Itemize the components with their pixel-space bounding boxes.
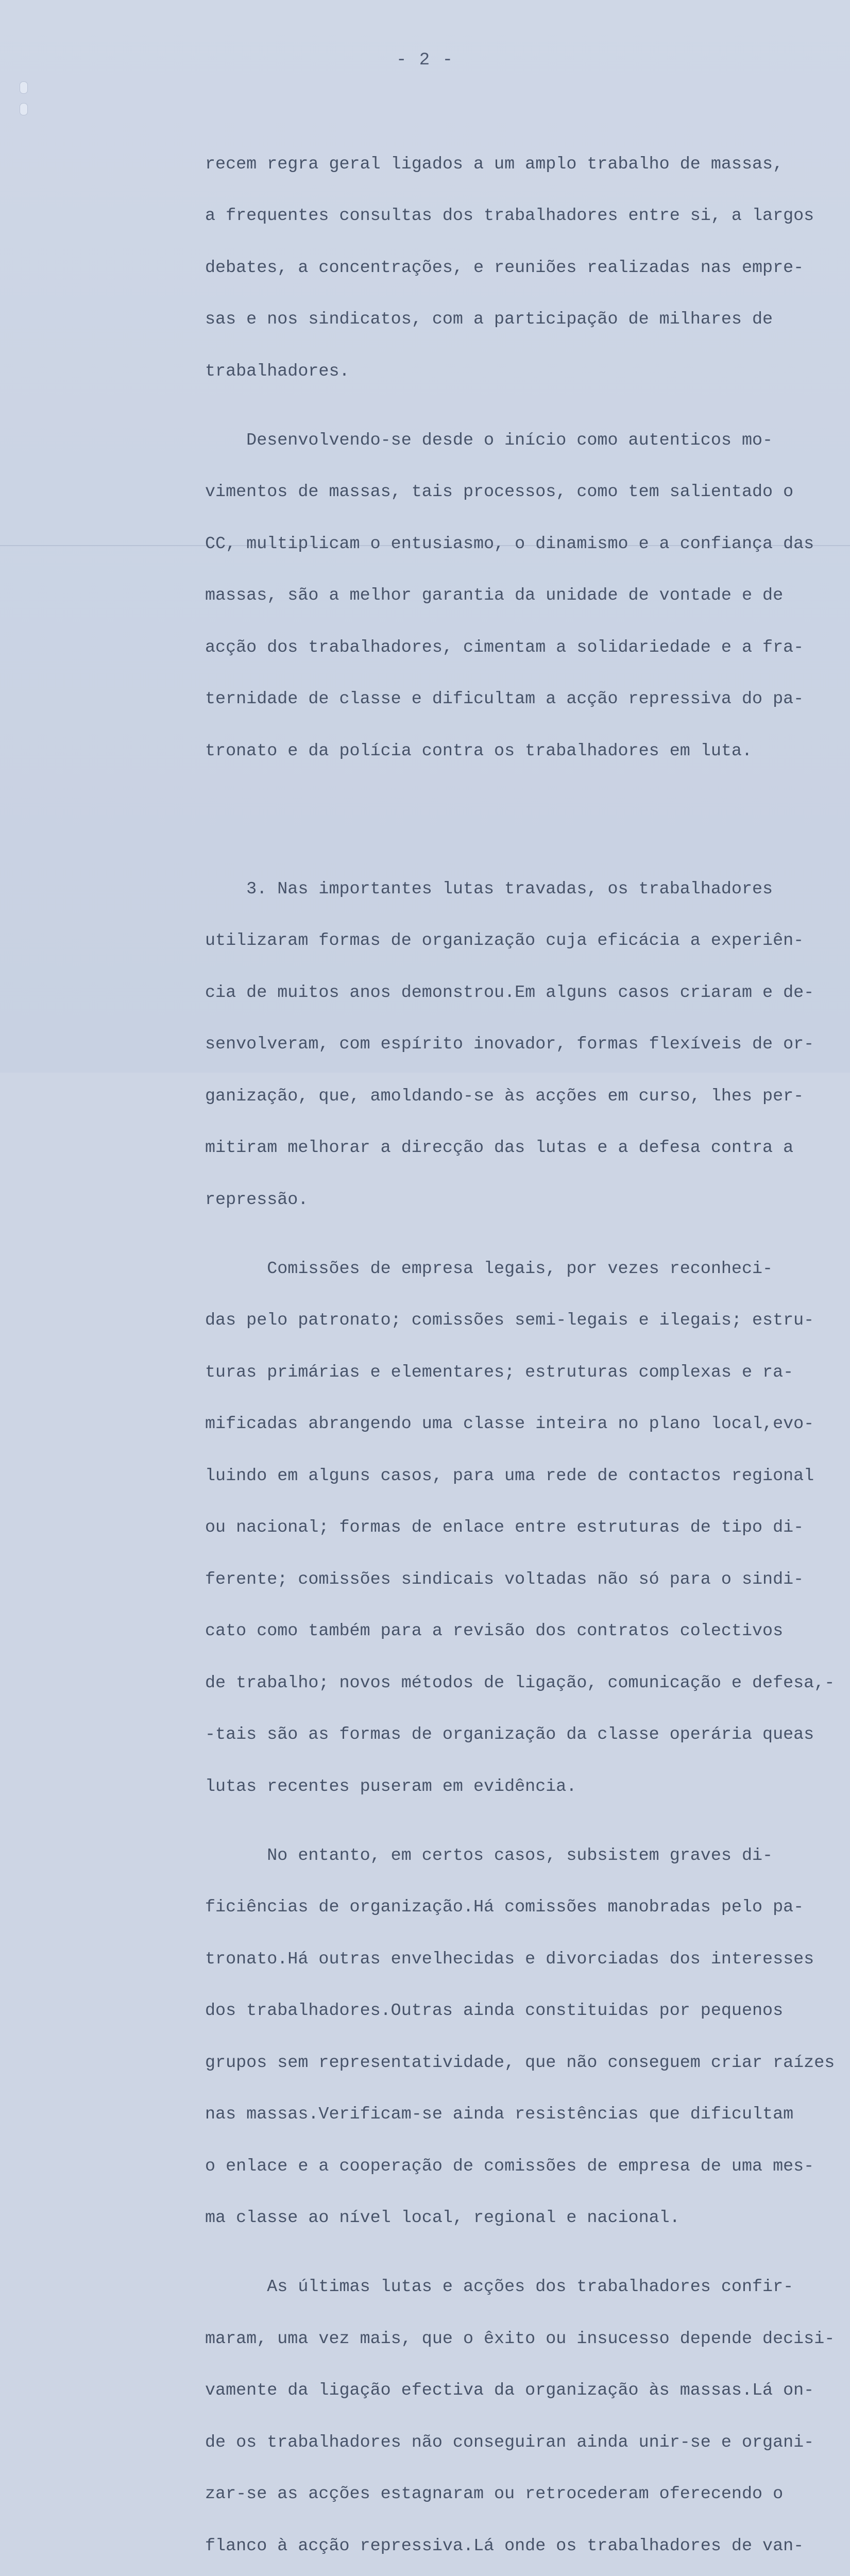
text-line: cia de muitos anos demonstrou.Em alguns casos criaram e de- bbox=[205, 982, 814, 1003]
text-line: de trabalho; novos métodos de ligação, comunicação e defesa,- bbox=[205, 1673, 835, 1693]
text-line: acção dos trabalhadores, cimentam a solidariedade e a fra- bbox=[205, 637, 804, 657]
text-line: zar-se as acções estagnaram ou retrocederam oferecendo o bbox=[205, 2484, 784, 2504]
text-line: ficiências de organização.Há comissões manobradas pelo pa- bbox=[205, 1897, 804, 1917]
text-line: ou nacional; formas de enlace entre estruturas de tipo di- bbox=[205, 1518, 804, 1537]
text-line: utilizaram formas de organização cuja eficácia a experiên- bbox=[205, 931, 804, 951]
text-line: repressão. bbox=[205, 1190, 309, 1210]
text-line: tronato.Há outras envelhecidas e divorciadas dos interesses bbox=[205, 1949, 814, 1969]
text-line: senvolveram, com espírito inovador, formas flexíveis de or- bbox=[205, 1035, 814, 1054]
text-line: luindo em alguns casos, para uma rede de contactos regional bbox=[205, 1466, 814, 1486]
text-line: grupos sem representatividade, que não conseguem criar raízes bbox=[205, 2053, 835, 2073]
text-line: -tais são as formas de organização da classe operária queas bbox=[205, 1725, 814, 1744]
text-line: flanco à acção repressiva.Lá onde os trabalhadores de van- bbox=[205, 2536, 804, 2556]
text-line: ma classe ao nível local, regional e nacional. bbox=[205, 2208, 680, 2228]
text-line: vimentos de massas, tais processos, como tem salientado o bbox=[205, 482, 794, 502]
text-line: No entanto, em certos casos, subsistem graves di- bbox=[205, 1845, 773, 1866]
text-line: dos trabalhadores.Outras ainda constituidas por pequenos bbox=[205, 2001, 784, 2021]
text-line: nas massas.Verificam-se ainda resistências que dificultam bbox=[205, 2105, 794, 2124]
text-line: lutas recentes puseram em evidência. bbox=[205, 1776, 577, 1797]
punch-hole-mark bbox=[20, 103, 28, 115]
text-line: ganização, que, amoldando-se às acções em curso, lhes per- bbox=[205, 1086, 804, 1106]
text-line: cato como também para a revisão dos contratos colectivos bbox=[205, 1621, 784, 1641]
text-line: CC, multiplicam o entusiasmo, o dinamismo e a confiança das bbox=[205, 534, 814, 554]
page-number: - 2 - bbox=[396, 50, 454, 70]
text-line: de os trabalhadores não conseguiran ainda unir-se e organi- bbox=[205, 2432, 814, 2452]
paragraph-gap bbox=[205, 794, 849, 829]
text-line: tronato e da polícia contra os trabalhadores em luta. bbox=[205, 741, 752, 761]
text-line: turas primárias e elementares; estruturas complexas e ra- bbox=[205, 1362, 794, 1382]
text-line: o enlace e a cooperação de comissões de empresa de uma mes- bbox=[205, 2156, 814, 2176]
text-line: mificadas abrangendo uma classe inteira no plano local,evo- bbox=[205, 1414, 814, 1434]
document-body bbox=[205, 104, 849, 2576]
text-line: ferente; comissões sindicais voltadas não só para o sindi- bbox=[205, 1569, 804, 1589]
text-line: recem regra geral ligados a um amplo trabalho de massas, bbox=[205, 154, 784, 174]
text-line: As últimas lutas e acções dos trabalhadores confir- bbox=[205, 2277, 794, 2297]
text-line: sas e nos sindicatos, com a participação de milhares de bbox=[205, 310, 773, 329]
text-line: das pelo patronato; comissões semi-legais e ilegais; estru- bbox=[205, 1311, 814, 1330]
text-line: debates, a concentrações, e reuniões realizadas nas empre- bbox=[205, 258, 804, 278]
text-line: Desenvolvendo-se desde o início como autenticos mo- bbox=[205, 430, 773, 450]
text-line: 3. Nas importantes lutas travadas, os trabalhadores bbox=[205, 879, 773, 899]
text-line: Comissões de empresa legais, por vezes reconheci- bbox=[205, 1259, 773, 1279]
text-line: a frequentes consultas dos trabalhadores entre si, a largos bbox=[205, 206, 814, 226]
punch-hole-mark bbox=[20, 81, 28, 94]
text-line: mitiram melhorar a direcção das lutas e a defesa contra a bbox=[205, 1138, 794, 1158]
text-line: ternidade de classe e dificultam a acção repressiva do pa- bbox=[205, 689, 804, 709]
text-line: trabalhadores. bbox=[205, 361, 350, 381]
text-line: massas, são a melhor garantia da unidade de vontade e de bbox=[205, 586, 784, 605]
text-line: maram, uma vez mais, que o êxito ou insucesso depende decisi- bbox=[205, 2329, 835, 2349]
text-line: vamente da ligação efectiva da organização às massas.Lá on- bbox=[205, 2381, 814, 2400]
